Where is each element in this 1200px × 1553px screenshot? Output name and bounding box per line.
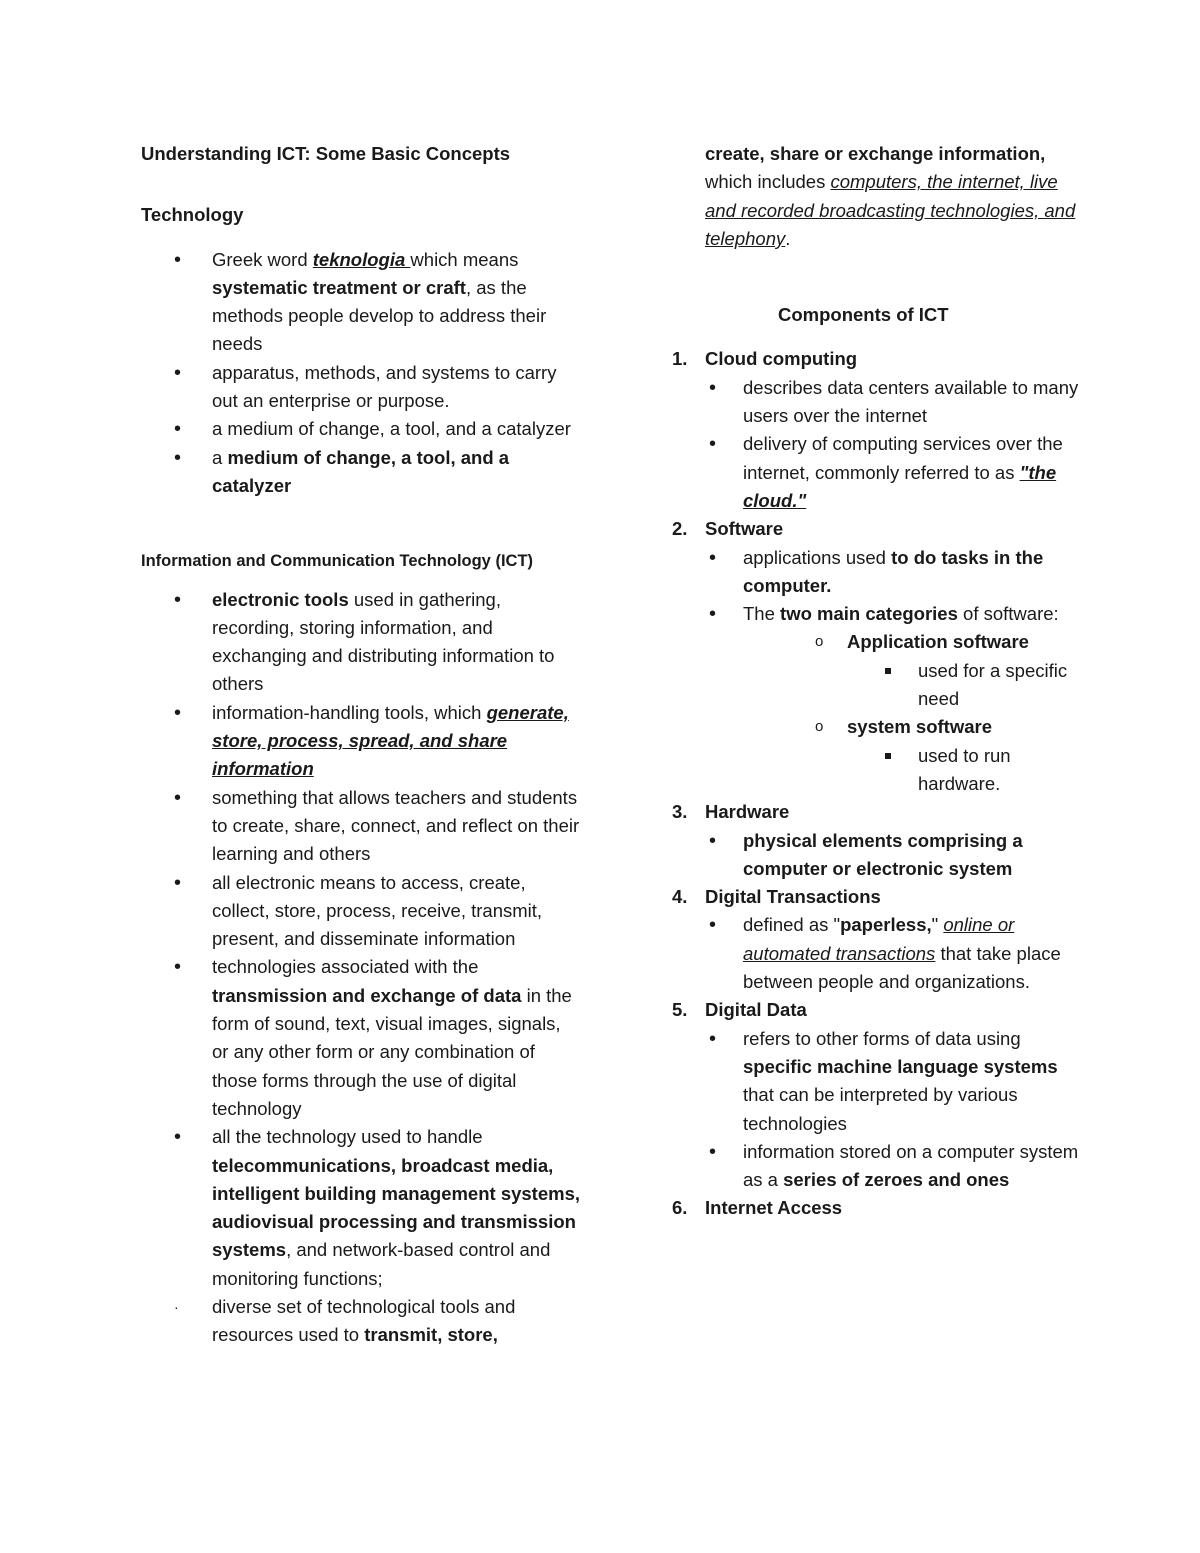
text: used to run hardware. bbox=[918, 744, 1011, 794]
text: a bbox=[212, 446, 228, 468]
components-title: Components of ICT bbox=[778, 304, 949, 326]
list-item bbox=[672, 374, 1092, 431]
circle-bullet-icon: o bbox=[815, 718, 824, 736]
category-title: Application software bbox=[847, 631, 1029, 653]
category-item bbox=[672, 713, 1092, 741]
list-item bbox=[141, 415, 581, 443]
bold-text: physical elements comprising a computer or electronic system bbox=[743, 829, 1023, 879]
text: of software: bbox=[957, 603, 1059, 625]
list-item bbox=[672, 911, 1092, 996]
component-title: Internet Access bbox=[705, 1197, 843, 1219]
sub-list bbox=[672, 911, 1092, 996]
square-bullet-icon bbox=[885, 753, 891, 759]
list-item bbox=[141, 869, 581, 954]
text: " bbox=[931, 914, 944, 936]
text: which includes bbox=[705, 171, 831, 193]
list-item bbox=[141, 1293, 581, 1350]
sub-list bbox=[672, 1025, 1092, 1195]
text: , as the methods people develop to address their needs bbox=[212, 276, 547, 355]
category-detail bbox=[672, 742, 1092, 799]
text: The bbox=[743, 603, 781, 625]
text: , and network-based control and monitoring functions; bbox=[212, 1239, 551, 1289]
list-item bbox=[141, 953, 581, 1123]
list-item bbox=[672, 600, 1092, 628]
sub-list bbox=[672, 827, 1092, 884]
item-number: 1. bbox=[672, 348, 688, 370]
text: • describes data centers available to many users over the internet bbox=[743, 376, 1079, 427]
text: defined as " bbox=[743, 914, 841, 936]
list-item bbox=[672, 1025, 1092, 1138]
text: which means bbox=[410, 248, 519, 270]
category-detail bbox=[672, 657, 1092, 714]
text: delivery of computing services over the internet, commonly referred to as bbox=[743, 433, 1063, 483]
text: that take place between people and organizations. bbox=[743, 942, 1061, 993]
text: used for a specific need bbox=[918, 659, 1068, 710]
bold-text: specific machine language systems bbox=[743, 1055, 1058, 1077]
bold-text: systematic treatment or craft bbox=[212, 276, 466, 298]
list-item bbox=[672, 827, 1092, 884]
emphasis-term: teknologia bbox=[312, 248, 411, 270]
emphasis-term: generate, store, process, spread, and share information bbox=[212, 701, 569, 780]
text: information stored on a computer system as a bbox=[743, 1140, 1079, 1191]
item-number: 6. bbox=[672, 1197, 688, 1219]
bold-text: medium of change, a tool, and a catalyzer bbox=[212, 446, 510, 496]
list-item bbox=[672, 544, 1092, 601]
bold-text: transmission and exchange of data bbox=[212, 984, 522, 1006]
emphasis-term: computers, the internet, live and recorded broadcasting technologies, and telephony bbox=[705, 171, 1076, 249]
list-item bbox=[672, 430, 1092, 515]
emphasis-term: online or automated transactions bbox=[743, 914, 1015, 964]
component-item bbox=[672, 1194, 1092, 1222]
text: that can be interpreted by various technologies bbox=[743, 1084, 1018, 1134]
continued-paragraph bbox=[672, 140, 1092, 253]
list-item bbox=[141, 699, 581, 784]
components-list bbox=[672, 345, 1092, 1222]
document-title: Understanding ICT: Some Basic Concepts bbox=[141, 143, 511, 164]
component-title: Digital Transactions bbox=[705, 886, 881, 908]
text: , bbox=[1040, 143, 1046, 164]
emphasis-term: "the cloud." bbox=[743, 461, 1057, 511]
list-item bbox=[141, 246, 581, 359]
category-title: system software bbox=[847, 716, 992, 738]
text: used in gathering, recording, storing information, and exchanging and distributing information to others bbox=[212, 588, 555, 695]
text: Greek word bbox=[212, 248, 313, 270]
right-column bbox=[672, 140, 1092, 1223]
bold-text: paperless, bbox=[840, 914, 932, 936]
technology-heading: Technology bbox=[141, 204, 244, 226]
text: apparatus, methods, and systems to carry out an enterprise or purpose. bbox=[212, 361, 557, 412]
component-title: Digital Data bbox=[705, 999, 807, 1021]
left-column bbox=[141, 140, 581, 1350]
text: diverse set of technological tools and resources used to bbox=[212, 1295, 516, 1346]
component-item bbox=[672, 996, 1092, 1194]
bold-text: transmit, store, bbox=[364, 1324, 498, 1346]
list-item bbox=[141, 1123, 581, 1293]
text: applications used bbox=[743, 546, 892, 568]
list-item bbox=[141, 444, 581, 501]
square-bullet-icon bbox=[885, 668, 891, 674]
component-title: Cloud computing bbox=[705, 348, 858, 370]
ict-list bbox=[141, 586, 581, 1350]
item-number: 5. bbox=[672, 999, 688, 1021]
software-categories bbox=[672, 628, 1092, 798]
text: technologies associated with the bbox=[212, 956, 479, 978]
text: a medium of change, a tool, and a catalyzer bbox=[212, 418, 571, 440]
text: all electronic means to access, create, collect, store, process, receive, transmit, present, and disseminate information bbox=[212, 871, 543, 950]
text: . bbox=[785, 227, 791, 249]
component-item bbox=[672, 345, 1092, 515]
component-title: Hardware bbox=[705, 801, 790, 823]
component-item bbox=[672, 798, 1092, 883]
list-item bbox=[141, 359, 581, 416]
sub-list bbox=[672, 544, 1092, 629]
bold-text: series of zeroes and ones bbox=[783, 1169, 1010, 1191]
sub-list bbox=[672, 374, 1092, 515]
text: something that allows teachers and students to create, share, connect, and reflect on their learning and others bbox=[212, 786, 580, 865]
bold-text: to do tasks in the computer. bbox=[743, 546, 1044, 596]
ict-heading: Information and Communication Technology (ICT) bbox=[141, 552, 534, 571]
component-item bbox=[672, 515, 1092, 798]
bold-text: create, share or exchange information bbox=[705, 143, 1041, 164]
bold-text: telecommunications, broadcast media, intelligent building management systems, audiovisual processing and transmission systems bbox=[212, 1154, 581, 1261]
category-item bbox=[672, 628, 1092, 656]
list-item bbox=[672, 1138, 1092, 1195]
list-item bbox=[141, 586, 581, 699]
list-item bbox=[141, 784, 581, 869]
item-number: 2. bbox=[672, 518, 688, 540]
text: all the technology used to handle bbox=[212, 1126, 483, 1148]
item-number: 3. bbox=[672, 801, 688, 823]
technology-list bbox=[141, 246, 581, 501]
text: information-handling tools, which bbox=[212, 701, 487, 723]
text: in the form of sound, text, visual images, signals, or any other form or any combination of those forms through the use of digital technology bbox=[212, 984, 572, 1119]
component-title: Software bbox=[705, 518, 784, 540]
bold-text: two main categories bbox=[780, 603, 958, 625]
bold-text: electronic tools bbox=[212, 588, 349, 610]
text: refers to other forms of data using bbox=[743, 1027, 1021, 1049]
item-number: 4. bbox=[672, 886, 688, 908]
circle-bullet-icon: o bbox=[815, 633, 824, 651]
component-item bbox=[672, 883, 1092, 996]
